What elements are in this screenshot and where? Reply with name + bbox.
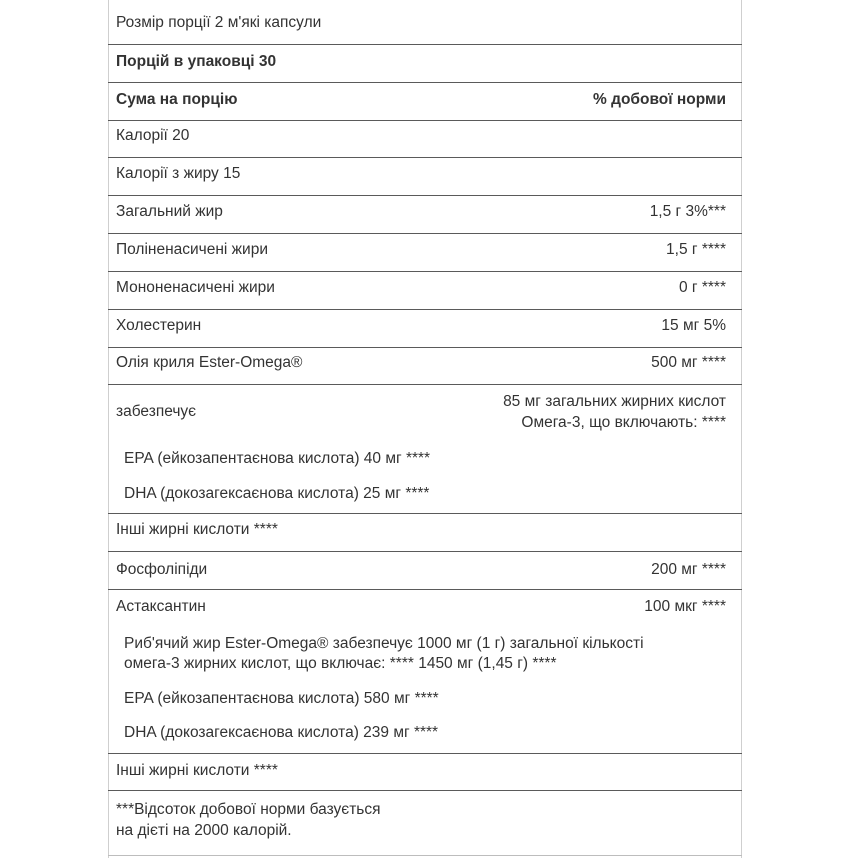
calories-text: Калорії 20 (116, 127, 190, 144)
footnote-line2: на дієті на 2000 калорій. (116, 822, 292, 839)
calories-from-fat-text: Калорії з жиру 15 (116, 165, 241, 182)
total-fat-label: Загальний жир (116, 203, 223, 220)
polyunsaturated-fat-value: 1,5 г **** (666, 241, 726, 258)
polyunsaturated-fat-label: Поліненасичені жири (116, 241, 268, 258)
provides-label: забезпечує (116, 403, 197, 420)
phospholipids-row (108, 552, 742, 590)
krill-oil-value: 500 мг **** (651, 354, 726, 371)
monounsaturated-fat-row (108, 272, 742, 310)
other-fatty-acids-row-2 (108, 754, 742, 791)
fish-oil-line2: омега-3 жирних кислот, що включає: **** 1450 мг (1,45 г) **** (124, 655, 557, 672)
footnote-line1: ***Відсоток добової норми базується (116, 801, 381, 818)
astaxanthin-value: 100 мкг **** (644, 598, 726, 615)
krill-oil-details-row (108, 385, 742, 514)
krill-oil-row (108, 348, 742, 385)
polyunsaturated-fat-row (108, 234, 742, 272)
calories-row (108, 121, 742, 158)
footnote-row (108, 791, 742, 855)
dha-fish-text: DHA (докозагексаєнова кислота) 239 мг **** (124, 724, 439, 741)
cholesterol-label: Холестерин (116, 317, 202, 334)
total-fat-row (108, 196, 742, 234)
table-header-row (108, 83, 742, 121)
amount-per-serving-header: Сума на порцію (116, 91, 238, 108)
cholesterol-row (108, 310, 742, 348)
other-fatty-acids-text-1: Інші жирні кислоти **** (116, 521, 278, 538)
serving-size-text: Розмір порції 2 м'які капсули (116, 14, 322, 31)
astaxanthin-fish-oil-row (108, 590, 742, 754)
fish-oil-line1: Риб'ячий жир Ester-Omega® забезпечує 1000 мг (1 г) загальної кількості (124, 635, 644, 652)
monounsaturated-fat-value: 0 г **** (678, 279, 726, 296)
supplement-facts-table (108, 0, 742, 860)
serving-size-row (108, 0, 742, 45)
epa-krill-text: EPA (ейкозапентаєнова кислота) 40 мг **** (124, 450, 431, 467)
astaxanthin-label: Астаксантин (116, 598, 206, 615)
table-bottom-border (108, 855, 742, 856)
provides-value-line1: 85 мг загальних жирних кислот (503, 393, 726, 410)
cholesterol-value: 15 мг 5% (661, 317, 726, 334)
provides-value-line2: Омега-3, що включають: **** (521, 414, 726, 431)
other-fatty-acids-text-2: Інші жирні кислоти **** (116, 762, 278, 779)
monounsaturated-fat-label: Мононенасичені жири (116, 279, 275, 296)
other-fatty-acids-row-1 (108, 514, 742, 552)
phospholipids-value: 200 мг **** (651, 561, 726, 578)
servings-per-container-text: Порцій в упаковці 30 (116, 53, 277, 70)
krill-oil-label: Олія криля Ester-Omega® (116, 354, 303, 371)
dha-krill-text: DHA (докозагексаєнова кислота) 25 мг **** (124, 485, 430, 502)
servings-per-container-row (108, 45, 742, 83)
epa-fish-text: EPA (ейкозапентаєнова кислота) 580 мг **** (124, 690, 439, 707)
total-fat-value: 1,5 г 3%*** (649, 203, 726, 220)
daily-value-header: % добової норми (593, 91, 726, 108)
phospholipids-label: Фосфоліпіди (116, 561, 208, 578)
calories-from-fat-row (108, 158, 742, 196)
